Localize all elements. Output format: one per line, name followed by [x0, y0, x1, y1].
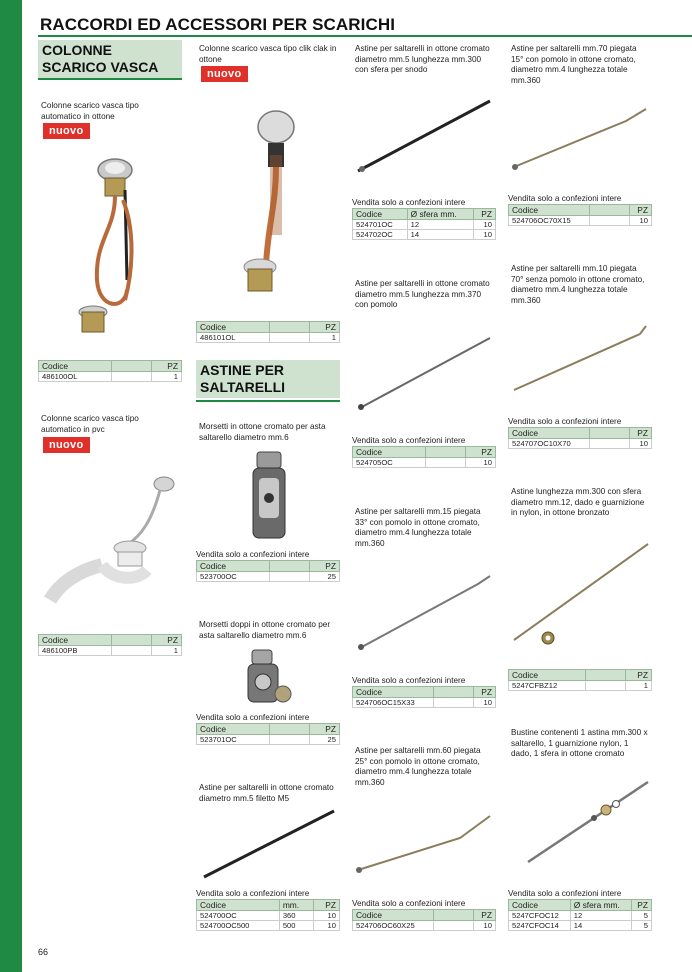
col-header-pz: PZ — [474, 687, 496, 698]
cell-sfera: 14 — [407, 230, 473, 240]
col-header-codice: Codice — [353, 209, 408, 220]
col-header-pz: PZ — [625, 670, 651, 681]
cell-pz: 1 — [151, 372, 181, 382]
table-row — [353, 921, 496, 931]
cell-blank — [269, 333, 309, 343]
col-header-pz: PZ — [309, 322, 339, 333]
sales-note: Vendita solo a confezioni intere — [352, 198, 466, 207]
cell-code: 524706OC15X33 — [353, 698, 434, 708]
code-table — [508, 669, 652, 691]
cell-blank — [111, 372, 151, 382]
cell-blank — [434, 698, 474, 708]
table-row — [353, 458, 496, 468]
cell-mm: 360 — [279, 911, 313, 921]
cell-pz: 10 — [313, 921, 339, 931]
bent-rod-25-image — [352, 808, 496, 878]
code-table — [196, 723, 340, 745]
col-header-pz: PZ — [473, 209, 495, 220]
cell-blank — [590, 439, 630, 449]
col-header-blank — [111, 635, 151, 646]
col-header-pz: PZ — [631, 900, 651, 911]
table-row — [197, 333, 340, 343]
table-row — [353, 220, 496, 230]
cell-code: 486100OL — [39, 372, 112, 382]
code-table — [508, 204, 652, 226]
cell-code: 524702OC — [353, 230, 408, 240]
cell-pz: 10 — [473, 230, 495, 240]
cell-code: 486100PB — [39, 646, 112, 656]
col-header-blank — [590, 428, 630, 439]
cell-blank — [270, 735, 310, 745]
cell-pz: 5 — [631, 921, 651, 931]
rod-with-ball-image — [352, 95, 496, 180]
col-header-codice: Codice — [353, 687, 434, 698]
sales-note: Vendita solo a confezioni intere — [352, 676, 466, 685]
product-description: Morsetti in ottone cromato per asta saltarello diametro mm.6 — [199, 422, 326, 442]
product-description: Bustine contenenti 1 astina mm.300 x saltarello, 1 guarnizione nylon, 1 dado, 1 sfera in ottone cromato — [511, 728, 648, 758]
col-header-blank — [426, 447, 466, 458]
product-description: Colonne scarico vasca tipo automatico in pvc — [41, 414, 139, 434]
sales-note: Vendita solo a confezioni intere — [508, 417, 622, 426]
code-table — [196, 560, 340, 582]
code-table — [38, 360, 182, 382]
threaded-rod-image — [196, 805, 340, 885]
product-description: Astine per saltarelli mm.60 piegata 25° con pomolo in ottone cromato, diametro mm.4 lunghezza totale mm.360 — [355, 746, 481, 787]
code-table — [38, 634, 182, 656]
cell-pz: 10 — [630, 439, 652, 449]
col-header-pz: PZ — [630, 205, 652, 216]
product-description: Astine per saltarelli mm.10 piegata 70° senza pomolo in ottone cromato, diametro mm.4 lunghezza totale mm.360 — [511, 264, 645, 305]
section-rule — [196, 400, 340, 402]
rod-with-sphere-image — [508, 540, 652, 650]
col-header-codice: Codice — [509, 670, 586, 681]
col-header-blank — [111, 361, 151, 372]
col-header-pz: PZ — [474, 910, 496, 921]
col-header-pz: PZ — [313, 900, 339, 911]
title-divider — [38, 35, 692, 37]
cell-code: 524700OC500 — [197, 921, 280, 931]
rod-kit-image — [508, 772, 652, 872]
table-row — [197, 572, 340, 582]
product-description: Astine per saltarelli in ottone cromato diametro mm.5 lunghezza mm.370 con pomolo — [355, 279, 490, 309]
col-header-codice: Codice — [197, 561, 270, 572]
table-row — [509, 921, 652, 931]
section-heading-astine: ASTINE PER SALTARELLI — [196, 360, 340, 398]
product-description: Astine per saltarelli mm.15 piegata 33° con pomolo in ottone cromato, diametro mm.4 lunghezza totale mm.360 — [355, 507, 481, 548]
cell-code: 523701OC — [197, 735, 270, 745]
sales-note: Vendita solo a confezioni intere — [196, 713, 310, 722]
table-row — [509, 216, 652, 226]
cell-blank — [585, 681, 625, 691]
cell-pz: 1 — [625, 681, 651, 691]
code-table — [352, 208, 496, 240]
col-header-codice: Codice — [197, 724, 270, 735]
code-table — [352, 909, 496, 931]
cell-pz: 25 — [310, 572, 340, 582]
sales-note: Vendita solo a confezioni intere — [196, 889, 310, 898]
col-header-blank — [585, 670, 625, 681]
product-description: Colonne scarico vasca tipo clik clak in ottone — [199, 44, 337, 64]
cell-mm: 500 — [279, 921, 313, 931]
bent-rod-15-image — [508, 105, 652, 175]
table-row — [509, 439, 652, 449]
cell-pz: 25 — [310, 735, 340, 745]
clik-clak-drain-image — [228, 105, 308, 305]
col-header-pz: PZ — [151, 635, 181, 646]
col-header-blank — [270, 561, 310, 572]
sales-note: Vendita solo a confezioni intere — [508, 194, 622, 203]
table-row — [509, 681, 652, 691]
code-table — [352, 686, 496, 708]
sales-note: Vendita solo a confezioni intere — [352, 436, 466, 445]
cell-blank — [434, 921, 474, 931]
nuovo-badge: nuovo — [43, 437, 90, 453]
col-header-pz: PZ — [310, 724, 340, 735]
cell-code: 524706OC60X25 — [353, 921, 434, 931]
cell-code: 524701OC — [353, 220, 408, 230]
product-description: Astine per saltarelli mm.70 piegata 15° con pomolo in ottone cromato, diametro mm.4 lunghezza totale mm.360 — [511, 44, 637, 85]
table-row — [197, 735, 340, 745]
product-description: Astine lunghezza mm.300 con sfera diametro mm.12, dado e guarnizione in nylon, in ottone bronzato — [511, 487, 645, 517]
code-table — [196, 899, 340, 931]
cell-pz: 1 — [151, 646, 181, 656]
cell-pz: 5 — [631, 911, 651, 921]
clamp-image — [245, 448, 295, 548]
table-row — [197, 921, 340, 931]
table-row — [353, 698, 496, 708]
product-description: Astine per saltarelli in ottone cromato diametro mm.5 lunghezza mm.300 con sfera per snodo — [355, 44, 490, 74]
cell-pz: 10 — [474, 921, 496, 931]
col-header-blank — [590, 205, 630, 216]
col-header-codice: Codice — [197, 322, 270, 333]
page-title: RACCORDI ED ACCESSORI PER SCARICHI — [40, 15, 396, 34]
cell-code: 5247CFOC14 — [509, 921, 571, 931]
product-description: Colonne scarico vasca tipo automatico in ottone — [41, 101, 139, 121]
cell-pz: 10 — [466, 458, 496, 468]
col-header-sfera: Ø sfera mm. — [407, 209, 473, 220]
col-header-codice: Codice — [353, 447, 426, 458]
bent-rod-70-image — [508, 322, 652, 397]
col-header-pz: PZ — [630, 428, 652, 439]
col-header-codice: Codice — [353, 910, 434, 921]
col-header-blank — [434, 687, 474, 698]
col-header-pz: PZ — [466, 447, 496, 458]
sales-note: Vendita solo a confezioni intere — [508, 889, 622, 898]
rod-with-knob-image — [352, 330, 496, 415]
cell-blank — [426, 458, 466, 468]
sales-note: Vendita solo a confezioni intere — [352, 899, 466, 908]
col-header-codice: Codice — [39, 635, 112, 646]
cell-pz: 10 — [313, 911, 339, 921]
cell-code: 486101OL — [197, 333, 270, 343]
col-header-sfera: Ø sfera mm. — [570, 900, 631, 911]
code-table — [508, 899, 652, 931]
col-header-blank — [269, 322, 309, 333]
cell-pz: 10 — [630, 216, 652, 226]
table-row — [39, 646, 182, 656]
cell-code: 5247CFOC12 — [509, 911, 571, 921]
col-header-pz: PZ — [151, 361, 181, 372]
cell-code: 524706OC70X15 — [509, 216, 590, 226]
cell-blank — [590, 216, 630, 226]
col-header-mm: mm. — [279, 900, 313, 911]
cell-sfera: 12 — [407, 220, 473, 230]
cell-code: 524707OC10X70 — [509, 439, 590, 449]
col-header-codice: Codice — [197, 900, 280, 911]
col-header-codice: Codice — [509, 428, 590, 439]
cell-code: 5247CFBZ12 — [509, 681, 586, 691]
col-header-codice: Codice — [39, 361, 112, 372]
cell-code: 524705OC — [353, 458, 426, 468]
col-header-codice: Codice — [509, 205, 590, 216]
cell-code: 523700OC — [197, 572, 270, 582]
double-clamp-image — [238, 646, 298, 710]
cell-sfera: 14 — [570, 921, 631, 931]
automatic-drain-pvc-image — [42, 470, 182, 620]
cell-pz: 10 — [473, 220, 495, 230]
table-row — [509, 911, 652, 921]
sales-note: Vendita solo a confezioni intere — [196, 550, 310, 559]
product-description: Morsetti doppi in ottone cromato per asta saltarello diametro mm.6 — [199, 620, 331, 640]
cell-blank — [111, 646, 151, 656]
code-table — [352, 446, 496, 468]
cell-sfera: 12 — [570, 911, 631, 921]
col-header-blank — [434, 910, 474, 921]
code-table — [508, 427, 652, 449]
section-heading-colonne: COLONNE SCARICO VASCA — [38, 40, 182, 78]
table-row — [197, 911, 340, 921]
bent-rod-33-image — [352, 570, 496, 655]
code-table — [196, 321, 340, 343]
col-header-codice: Codice — [509, 900, 571, 911]
cell-code: 524700OC — [197, 911, 280, 921]
table-row — [353, 230, 496, 240]
nuovo-badge: nuovo — [43, 123, 90, 139]
green-sidebar-strip — [0, 0, 22, 972]
page-number: 66 — [38, 947, 49, 957]
section-rule — [38, 78, 182, 80]
table-row — [39, 372, 182, 382]
nuovo-badge: nuovo — [201, 66, 248, 82]
col-header-pz: PZ — [310, 561, 340, 572]
cell-pz: 10 — [474, 698, 496, 708]
product-description: Astine per saltarelli in ottone cromato diametro mm.5 filetto M5 — [199, 783, 334, 803]
automatic-drain-brass-image — [65, 150, 175, 340]
col-header-blank — [270, 724, 310, 735]
cell-pz: 1 — [309, 333, 339, 343]
cell-blank — [270, 572, 310, 582]
